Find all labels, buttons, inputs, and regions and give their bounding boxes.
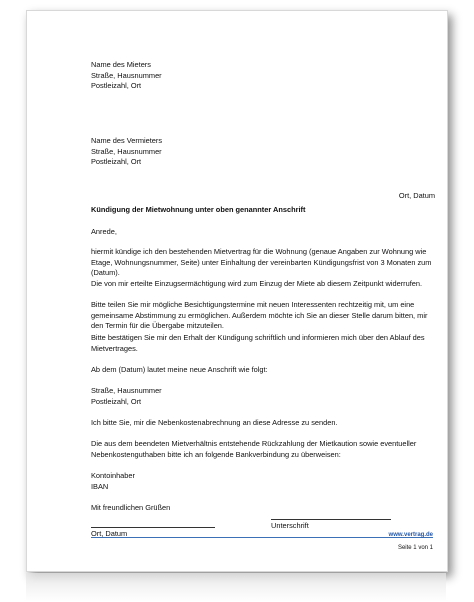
footer-rule [91,537,433,538]
landlord-city: Postleizahl, Ort [91,157,142,167]
document-page [26,10,448,572]
tenant-name: Name des Mieters [91,60,151,69]
signature-line-right [271,519,391,520]
tenant-street: Straße, Hausnummer [91,70,162,80]
landlord-street: Straße, Hausnummer [91,146,162,156]
paragraph-new-address-intro: Ab dem (Datum) lautet meine neue Anschrift wie folgt: [91,365,268,374]
subject-line: Kündigung der Mietwohnung unter oben genannter Anschrift [91,205,306,214]
paragraph-utility-bill: Ich bitte Sie, mir die Nebenkostenabrechnung an diese Adresse zu senden. [91,418,338,427]
page-number: Seite 1 von 1 [397,545,433,551]
signature-label: Unterschrift [271,521,309,530]
new-address [91,386,162,407]
landlord-name: Name des Vermieters [91,136,163,145]
signature-place-date: Ort, Datum [91,529,128,538]
tenant-address [91,60,162,92]
website-link[interactable]: www.vertrag.de [388,532,433,538]
iban: IBAN [91,481,109,491]
paragraph-viewings: Bitte teilen Sie mir mögliche Besichtigungstermine mit neuen Interessenten rechtzeitig mit, um eine gemeinsame Abstimmung zu ermöglichen. Außerdem möchte ich Sie an dieser Stelle darum bitten, mir den Termin für die Übergabe mitzuteilen. [91,300,428,331]
paragraph-termination: hiermit kündige ich den bestehenden Mietvertrag für die Wohnung (genaue Angaben zur Wohnung wie Etage, Wohnungsnummer, Seite) unter Einhaltung der vereinbarten Kündigungsfrist von 3 Monaten zum (Datum). [91,247,432,278]
signature-line-left [91,527,215,528]
paragraph-direct-debit: Die von mir erteilte Einzugsermächtigung wird zum Einzug der Miete ab diesem Zeitpunkt widerrufen. [91,279,423,288]
place-date: Ort, Datum [398,191,435,200]
paragraph-confirmation: Bitte bestätigen Sie mir den Erhalt der Kündigung schriftlich und informieren mich über den Ablauf des Mietvertrages. [91,333,425,353]
salutation: Anrede, [91,227,117,236]
bank-details [91,471,135,492]
account-holder: Kontoinhaber [91,471,135,480]
new-address-street: Straße, Hausnummer [91,386,162,395]
tenant-city: Postleizahl, Ort [91,81,142,91]
paragraph-deposit-refund: Die aus dem beendeten Mietverhältnis entstehende Rückzahlung der Mietkaution sowie eventueller Nebenkostenguthaben bitte ich an folgende Bankverbindung zu überweisen: [91,439,417,459]
new-address-city: Postleizahl, Ort [91,396,142,406]
closing: Mit freundlichen Grüßen [91,503,171,512]
landlord-address [91,136,162,168]
page-reflection [26,573,446,602]
